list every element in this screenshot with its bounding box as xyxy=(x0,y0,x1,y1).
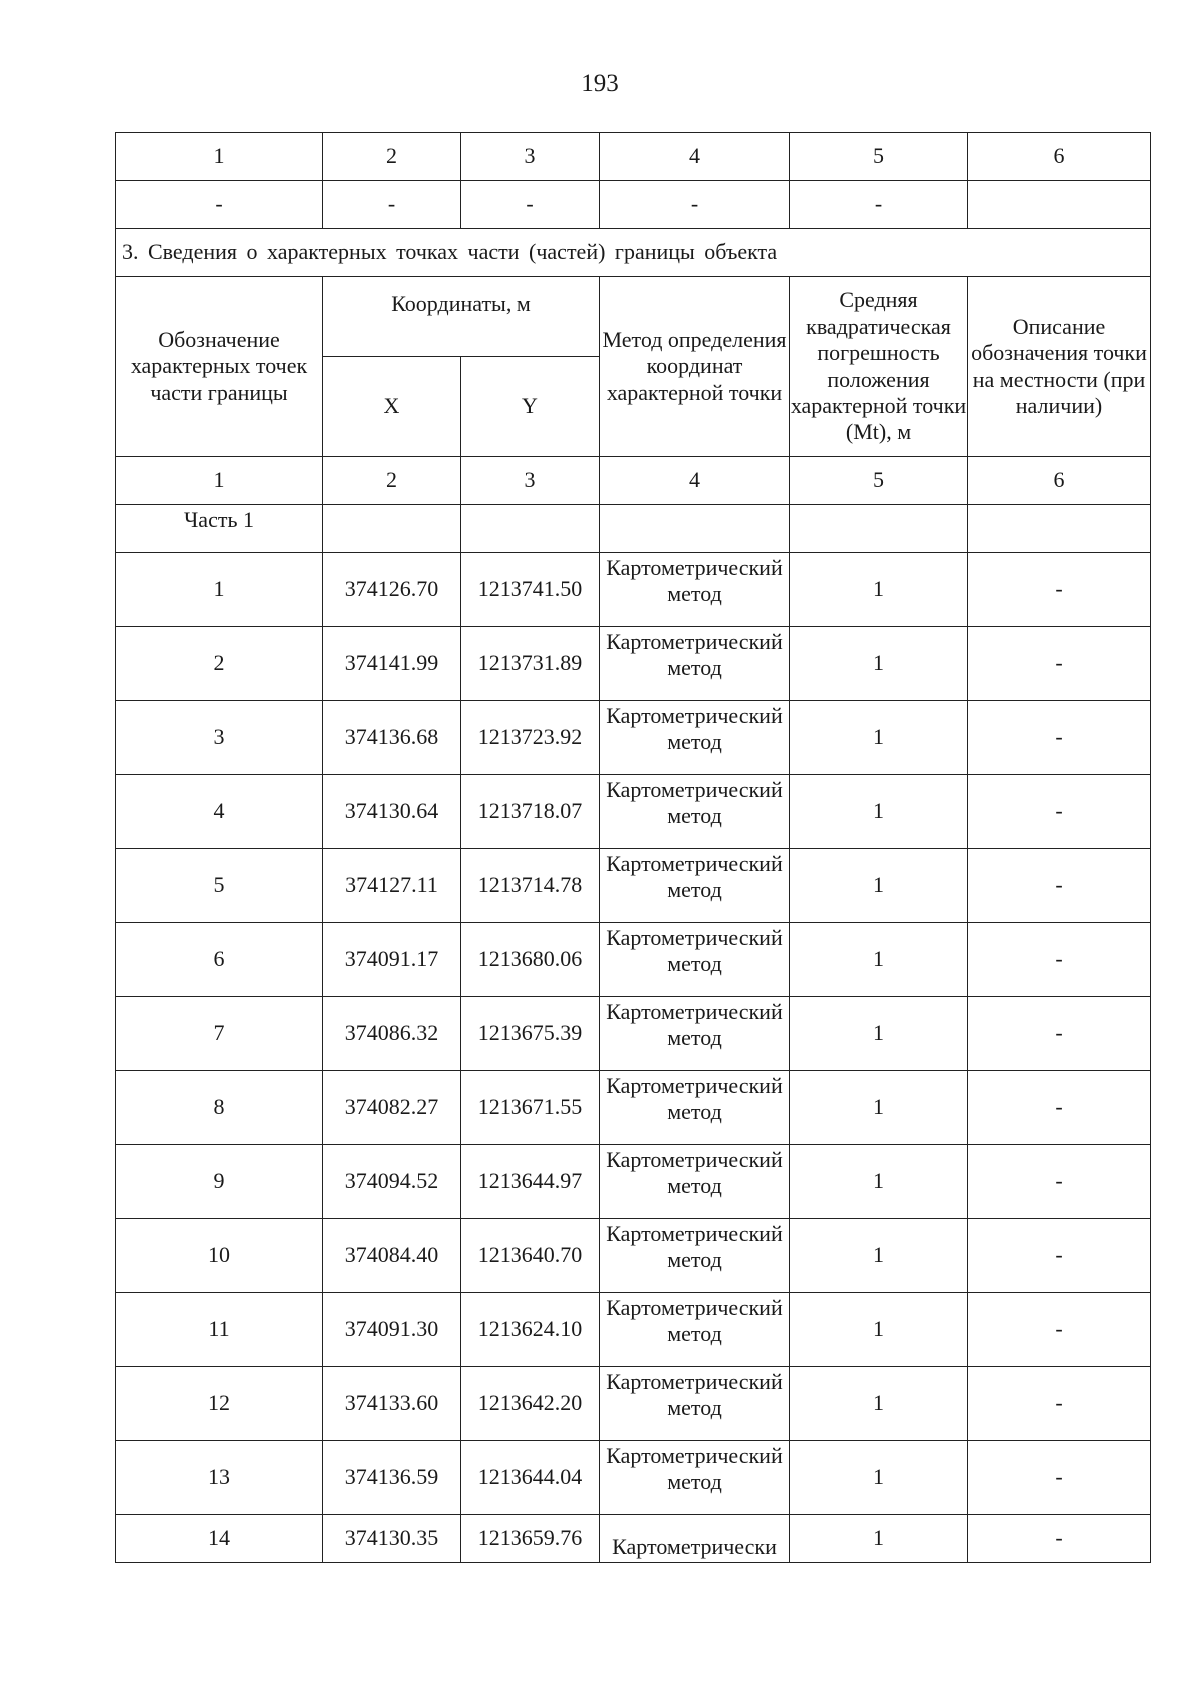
mt-value-cell: 1 xyxy=(790,923,968,997)
y-coordinate-cell: 1213640.70 xyxy=(461,1219,600,1293)
table-row xyxy=(116,1145,1151,1219)
table-row xyxy=(116,627,1151,701)
mt-value-cell: 1 xyxy=(790,553,968,627)
mt-value-cell: 1 xyxy=(790,1219,968,1293)
x-coordinate-cell: 374126.70 xyxy=(323,553,461,627)
header-method: Метод определения координат характерной точки xyxy=(600,277,790,457)
mt-value-cell: 1 xyxy=(790,1293,968,1367)
y-coordinate-cell: 1213624.10 xyxy=(461,1293,600,1367)
table-row xyxy=(116,1071,1151,1145)
description-cell: - xyxy=(968,1219,1151,1293)
empty-cell xyxy=(323,505,461,553)
table-row xyxy=(116,923,1151,997)
column-number: 3 xyxy=(461,133,600,181)
point-number-cell: 1 xyxy=(116,553,323,627)
x-coordinate-cell: 374091.17 xyxy=(323,923,461,997)
x-coordinate-cell: 374127.11 xyxy=(323,849,461,923)
x-coordinate-cell: 374086.32 xyxy=(323,997,461,1071)
header-designation: Обозначение характерных точек части границы xyxy=(116,277,323,457)
point-number-cell: 13 xyxy=(116,1441,323,1515)
header-description: Описание обозначения точки на местности (при наличии) xyxy=(968,277,1151,457)
description-cell: - xyxy=(968,1367,1151,1441)
x-coordinate-cell: 374130.35 xyxy=(323,1515,461,1563)
part-label: Часть 1 xyxy=(116,505,323,553)
empty-cell xyxy=(790,505,968,553)
method-cell: Картометрический метод xyxy=(600,553,790,627)
method-cell: Картометрический метод xyxy=(600,627,790,701)
mt-value-cell: 1 xyxy=(790,997,968,1071)
table-row xyxy=(116,1441,1151,1515)
header-coordinates: Координаты, м xyxy=(323,277,600,357)
y-coordinate-cell: 1213675.39 xyxy=(461,997,600,1071)
section-title-row xyxy=(116,229,1151,277)
y-coordinate-cell: 1213714.78 xyxy=(461,849,600,923)
point-number-cell: 12 xyxy=(116,1367,323,1441)
y-coordinate-cell: 1213671.55 xyxy=(461,1071,600,1145)
table-row xyxy=(116,701,1151,775)
section-title: 3. Сведения о характерных точках части (частей) границы объекта xyxy=(116,229,1151,277)
y-coordinate-cell: 1213659.76 xyxy=(461,1515,600,1563)
x-coordinate-cell: 374082.27 xyxy=(323,1071,461,1145)
table-row xyxy=(116,1219,1151,1293)
y-coordinate-cell: 1213723.92 xyxy=(461,701,600,775)
column-number: 4 xyxy=(600,133,790,181)
table-row xyxy=(116,775,1151,849)
column-number: 6 xyxy=(968,133,1151,181)
column-number: 4 xyxy=(600,457,790,505)
x-coordinate-cell: 374136.68 xyxy=(323,701,461,775)
x-coordinate-cell: 374130.64 xyxy=(323,775,461,849)
mt-value-cell: 1 xyxy=(790,1515,968,1563)
point-number-cell: 2 xyxy=(116,627,323,701)
empty-cell xyxy=(461,505,600,553)
method-cell: Картометрический метод xyxy=(600,1441,790,1515)
description-cell: - xyxy=(968,1441,1151,1515)
mt-value-cell: 1 xyxy=(790,1367,968,1441)
point-number-cell: 11 xyxy=(116,1293,323,1367)
mt-value-cell: 1 xyxy=(790,775,968,849)
description-cell: - xyxy=(968,997,1151,1071)
x-coordinate-cell: 374091.30 xyxy=(323,1293,461,1367)
part-row xyxy=(116,505,1151,553)
empty-cell xyxy=(968,505,1151,553)
point-number-cell: 9 xyxy=(116,1145,323,1219)
x-coordinate-cell: 374084.40 xyxy=(323,1219,461,1293)
column-number-row-2 xyxy=(116,457,1151,505)
column-number: 2 xyxy=(323,457,461,505)
column-number: 1 xyxy=(116,133,323,181)
header-y: Y xyxy=(461,357,600,457)
y-coordinate-cell: 1213644.97 xyxy=(461,1145,600,1219)
point-number-cell: 10 xyxy=(116,1219,323,1293)
description-cell: - xyxy=(968,923,1151,997)
page-number: 193 xyxy=(581,70,619,97)
point-number-cell: 7 xyxy=(116,997,323,1071)
y-coordinate-cell: 1213644.04 xyxy=(461,1441,600,1515)
point-number-cell: 3 xyxy=(116,701,323,775)
description-cell: - xyxy=(968,775,1151,849)
mt-value-cell: 1 xyxy=(790,1441,968,1515)
description-cell: - xyxy=(968,553,1151,627)
method-cell: Картометрический метод xyxy=(600,1367,790,1441)
column-number: 2 xyxy=(323,133,461,181)
header-row-1 xyxy=(116,277,1151,357)
method-cell: Картометрический метод xyxy=(600,1293,790,1367)
description-cell: - xyxy=(968,627,1151,701)
method-cell: Картометрический метод xyxy=(600,1071,790,1145)
dash-row xyxy=(116,181,1151,229)
dash-cell: - xyxy=(790,181,968,229)
x-coordinate-cell: 374136.59 xyxy=(323,1441,461,1515)
method-cell: Картометрически xyxy=(600,1515,790,1563)
table-row xyxy=(116,1293,1151,1367)
column-number-row xyxy=(116,133,1151,181)
y-coordinate-cell: 1213642.20 xyxy=(461,1367,600,1441)
dash-cell: - xyxy=(600,181,790,229)
table-row xyxy=(116,1515,1151,1563)
dash-cell xyxy=(968,181,1151,229)
mt-value-cell: 1 xyxy=(790,1071,968,1145)
column-number: 1 xyxy=(116,457,323,505)
mt-value-cell: 1 xyxy=(790,849,968,923)
method-cell: Картометрический метод xyxy=(600,923,790,997)
method-cell: Картометрический метод xyxy=(600,1219,790,1293)
x-coordinate-cell: 374094.52 xyxy=(323,1145,461,1219)
point-number-cell: 8 xyxy=(116,1071,323,1145)
table-row xyxy=(116,553,1151,627)
dash-cell: - xyxy=(116,181,323,229)
header-x: X xyxy=(323,357,461,457)
column-number: 3 xyxy=(461,457,600,505)
description-cell: - xyxy=(968,1293,1151,1367)
point-number-cell: 4 xyxy=(116,775,323,849)
description-cell: - xyxy=(968,1071,1151,1145)
column-number: 6 xyxy=(968,457,1151,505)
x-coordinate-cell: 374133.60 xyxy=(323,1367,461,1441)
description-cell: - xyxy=(968,1515,1151,1563)
header-error: Средняя квадратическая погрешность положения характерной точки (Mt), м xyxy=(790,277,968,457)
point-number-cell: 14 xyxy=(116,1515,323,1563)
mt-value-cell: 1 xyxy=(790,627,968,701)
mt-value-cell: 1 xyxy=(790,1145,968,1219)
y-coordinate-cell: 1213718.07 xyxy=(461,775,600,849)
table-row xyxy=(116,1367,1151,1441)
column-number: 5 xyxy=(790,133,968,181)
table-row xyxy=(116,849,1151,923)
y-coordinate-cell: 1213731.89 xyxy=(461,627,600,701)
point-number-cell: 6 xyxy=(116,923,323,997)
dash-cell: - xyxy=(323,181,461,229)
method-cell: Картометрический метод xyxy=(600,1145,790,1219)
method-cell: Картометрический метод xyxy=(600,849,790,923)
table-row xyxy=(116,997,1151,1071)
method-cell: Картометрический метод xyxy=(600,775,790,849)
boundary-points-table xyxy=(115,132,1151,1563)
mt-value-cell: 1 xyxy=(790,701,968,775)
method-cell: Картометрический метод xyxy=(600,997,790,1071)
empty-cell xyxy=(600,505,790,553)
dash-cell: - xyxy=(461,181,600,229)
point-number-cell: 5 xyxy=(116,849,323,923)
column-number: 5 xyxy=(790,457,968,505)
description-cell: - xyxy=(968,701,1151,775)
y-coordinate-cell: 1213680.06 xyxy=(461,923,600,997)
description-cell: - xyxy=(968,1145,1151,1219)
y-coordinate-cell: 1213741.50 xyxy=(461,553,600,627)
description-cell: - xyxy=(968,849,1151,923)
x-coordinate-cell: 374141.99 xyxy=(323,627,461,701)
method-cell: Картометрический метод xyxy=(600,701,790,775)
